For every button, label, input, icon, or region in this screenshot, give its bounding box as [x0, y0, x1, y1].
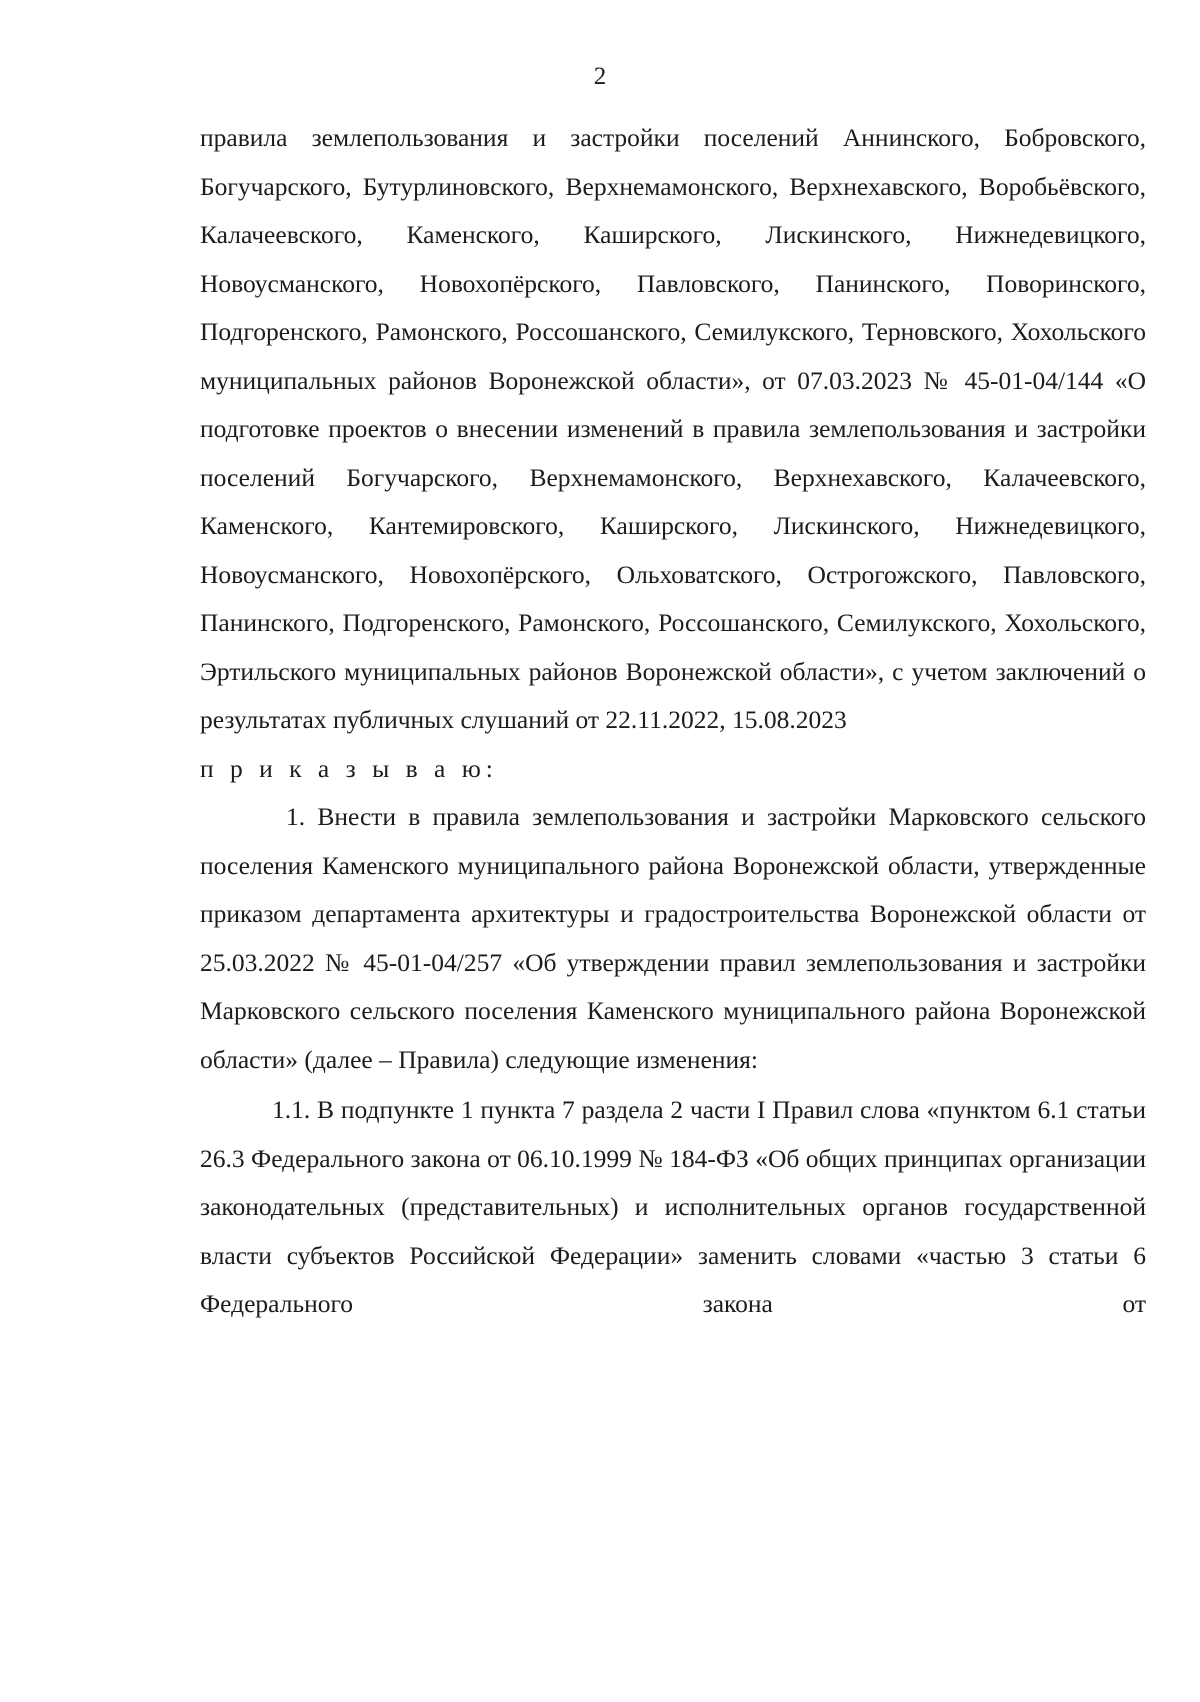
- document-body: [200, 114, 1146, 1329]
- page-number: 2: [593, 63, 607, 90]
- preamble-paragraph: правила землепользования и застройки поселений Аннинского, Бобровского, Богучарского, Бутурлиновского, Верхнемамонского, Верхнехавского, Воробьёвского, Калачеевского, Каменского, Каширского, Лискинского, Нижнедевицкого, Новоусманского, Новохопёрского, Павловского, Панинского, Поворинского, Подгоренского, Рамонского, Россошанского, Семилукского, Терновского, Хохольского муниципальных районов Воронежской области», от 07.03.2023 № 45-01-04/144 «О подготовке проектов о внесении изменений в правила землепользования и застройки поселений Богучарского, Верхнемамонского, Верхнехавского, Калачеевского, Каменского, Кантемировского, Каширского, Лискинского, Нижнедевицкого, Новоусманского, Новохопёрского, Ольховатского, Острогожского, Павловского, Панинского, Подгоренского, Рамонского, Россошанского, Семилукского, Хохольского, Эртильского муниципальных районов Воронежской области», с учетом заключений о результатах публичных слушаний от 22.11.2022, 15.08.2023: [200, 123, 1146, 734]
- item-1-1-paragraph: 1.1. В подпункте 1 пункта 7 раздела 2 части I Правил слова «пунктом 6.1 статьи 26.3 Федерального закона от 06.10.1999 № 184-ФЗ «Об общих принципах организации законодательных (представительных) и исполнительных органов государственной власти субъектов Российской Федерации» заменить словами «частью 3 статьи 6 Федерального закона от: [200, 1095, 1146, 1318]
- item-1-paragraph: 1. Внести в правила землепользования и застройки Марковского сельского поселения Каменского муниципального района Воронежской области, утвержденные приказом департамента архитектуры и градостроительства Воронежской области от 25.03.2022 № 45-01-04/257 «Об утверждении правил землепользования и застройки Марковского сельского поселения Каменского муниципального района Воронежской области» (далее – Правила) следующие изменения:: [200, 802, 1146, 1074]
- order-word: п р и к а з ы в а ю:: [200, 753, 498, 783]
